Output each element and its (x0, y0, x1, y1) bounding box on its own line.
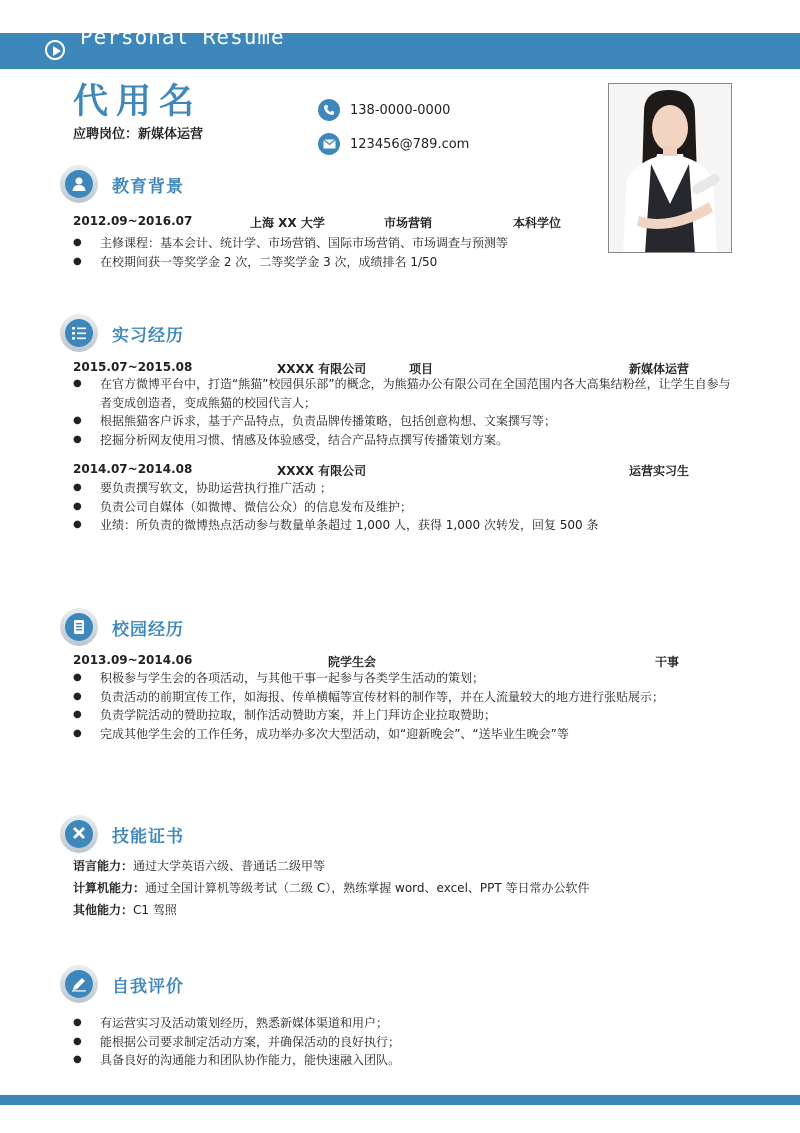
education-school: 上海 XX 大学 (250, 216, 325, 230)
phone-number: 138-0000-0000 (350, 102, 451, 118)
document-icon (60, 608, 98, 646)
job-role: 新媒体运营 (629, 362, 690, 376)
list-item: ● 负责活动的前期宣传工作，如海报、传单横幅等宣传材料的制作等，并在人流量较大的地方进行张贴展示； (73, 688, 738, 707)
list-item: ● 负责学院活动的赞助拉取，制作活动赞助方案，并上门拜访企业拉取赞助； (73, 706, 738, 725)
applied-position: 应聘岗位：新媒体运营 (73, 127, 204, 142)
self-eval-title: 自我评价 (112, 976, 184, 997)
user-icon (60, 165, 98, 203)
email-contact (318, 133, 469, 155)
profile-photo (608, 83, 732, 253)
checklist-icon (60, 314, 98, 352)
skill-text: 通过大学英语六级、普通话二级甲等 (133, 859, 326, 873)
internship-list-2 (73, 479, 738, 535)
list-item: ● 具备良好的沟通能力和团队协作能力，能快速融入团队。 (73, 1051, 738, 1070)
list-item: ● 完成其他学生会的工作任务，成功举办多次大型活动，如“迎新晚会”、“送毕业生晚会”等 (73, 725, 738, 744)
email-address: 123456@789.com (350, 136, 470, 152)
banner-title: Personal Resume (80, 25, 285, 49)
self-eval-header (60, 965, 184, 1003)
education-major: 市场营销 (384, 216, 433, 230)
list-item: ● 要负责撰写软文，协助运营执行推广活动 ； (73, 479, 738, 498)
list-item: ● 在官方微博平台中，打造“熊猫”校园俱乐部”的概念，为熊猫办公有限公司在全国范围内各大高集结粉丝，让学生自参与者变成创造者，变成熊猫的校园代言人； (73, 375, 738, 412)
skill-label: 其他能力： (73, 903, 134, 917)
phone-icon (318, 99, 340, 121)
list-item: ● 有运营实习及活动策划经历，熟悉新媒体渠道和用户； (73, 1014, 738, 1033)
campus-title: 校园经历 (112, 619, 184, 640)
campus-header (60, 608, 184, 646)
footer-bar (0, 1095, 800, 1105)
list-item: ● 挖掘分析网友使用习惯、情感及体验感受，结合产品特点撰写传播策划方案。 (73, 431, 738, 450)
skill-text: C1 驾照 (133, 903, 177, 917)
job-company: XXXX 有限公司 (277, 362, 367, 376)
skill-text: 通过全国计算机等级考试（二级 C），熟练掌握 word、excel、PPT 等日常办公软件 (145, 881, 590, 895)
list-item: ● 主修课程：基本会计、统计学、市场营销、国际市场营销、市场调查与预测等 (73, 234, 738, 253)
internship-title: 实习经历 (112, 325, 184, 346)
skill-line (73, 879, 590, 896)
campus-list (73, 669, 738, 743)
candidate-name: 代用名 (73, 82, 203, 122)
job-period: 2014.07~2014.08 (73, 462, 193, 476)
skill-line (73, 901, 177, 918)
job-dept: 项目 (409, 362, 434, 376)
skill-label: 语言能力： (73, 859, 134, 873)
list-item: ● 业绩：所负责的微博热点活动参与数量单条超过 1,000 人，获得 1,000 次转发，回复 500 条 (73, 516, 738, 535)
skills-title: 技能证书 (112, 826, 184, 847)
campus-period: 2013.09~2014.06 (73, 653, 193, 667)
skills-header (60, 815, 184, 853)
campus-role: 干事 (655, 655, 680, 669)
skill-line (73, 857, 325, 874)
list-item: ● 积极参与学生会的各项活动，与其他干事一起参与各类学生活动的策划； (73, 669, 738, 688)
education-title: 教育背景 (112, 176, 184, 197)
header-banner (0, 25, 800, 69)
education-header (60, 165, 184, 203)
pencil-icon (60, 965, 98, 1003)
campus-org: 院学生会 (328, 655, 377, 669)
list-item: ● 负责公司自媒体（如微博、微信公众）的信息发布及维护； (73, 498, 738, 517)
job-period: 2015.07~2015.08 (73, 360, 193, 374)
job-role: 运营实习生 (629, 464, 690, 478)
education-degree: 本科学位 (513, 216, 562, 230)
self-eval-list (73, 1014, 738, 1070)
education-period: 2012.09~2016.07 (73, 214, 193, 228)
skill-label: 计算机能力： (73, 881, 146, 895)
list-item: ● 能根据公司要求制定活动方案，并确保活动的良好执行； (73, 1033, 738, 1052)
internship-header (60, 314, 184, 352)
job-company: XXXX 有限公司 (277, 464, 367, 478)
internship-list-1 (73, 375, 738, 449)
tools-icon (60, 815, 98, 853)
education-list (73, 234, 738, 271)
phone-contact (318, 99, 450, 121)
mail-icon (318, 133, 340, 155)
list-item: ● 根据熊猫客户诉求，基于产品特点，负责品牌传播策略，包括创意构想、文案撰写等； (73, 412, 738, 431)
play-icon (45, 40, 65, 60)
list-item: ● 在校期间获一等奖学金 2 次，二等奖学金 3 次，成绩排名 1/50 (73, 253, 738, 272)
